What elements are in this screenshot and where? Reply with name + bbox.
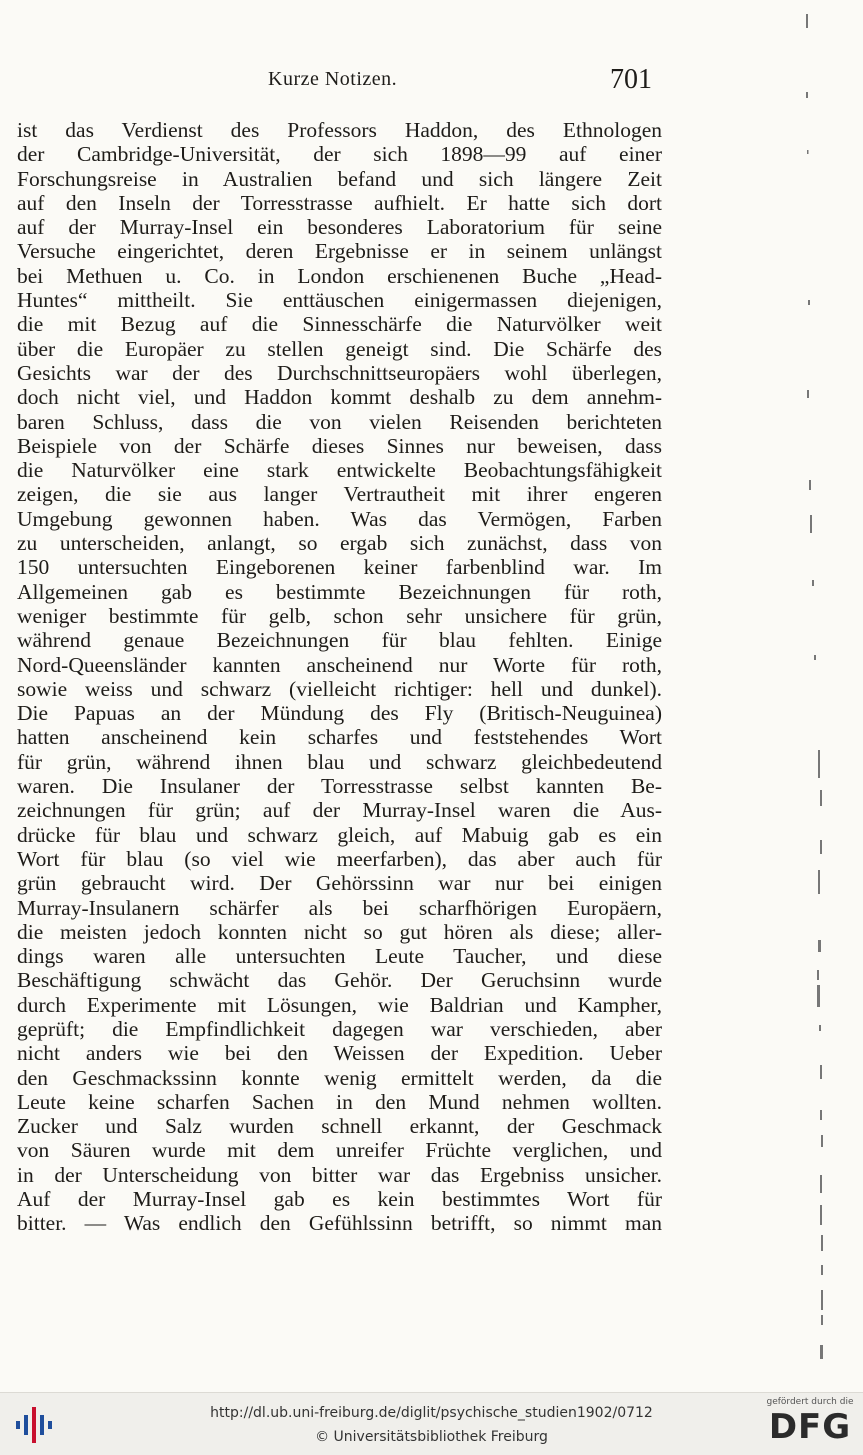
text-line: auf den Inseln der Torresstrasse aufhielt. Er hatte sich dort (17, 190, 662, 215)
text-line: Beschäftigung schwächt das Gehör. Der Geruchsinn wurde (17, 968, 662, 993)
text-line: weniger bestimmte für gelb, schon sehr unsichere für grün, (17, 603, 662, 628)
dfg-funding-badge (762, 1397, 858, 1453)
text-line: zu unterscheiden, anlangt, so ergab sich zunächst, dass von (17, 531, 662, 556)
running-header: Kurze Notizen. (268, 68, 398, 90)
dfg-logo: DFG (768, 1407, 852, 1447)
text-line: Allgemeinen gab es bestimmte Bezeichnungen für roth, (17, 579, 662, 604)
text-line: geprüft; die Empfindlichkeit dagegen war verschieden, aber (17, 1016, 662, 1041)
text-line: durch Experimente mit Lösungen, wie Baldrian und Kampher, (17, 992, 662, 1017)
copyright-notice: © Universitätsbibliothek Freiburg (315, 1429, 548, 1445)
body-text (17, 118, 662, 1236)
text-line: Murray-Insulanern schärfer als bei scharfhörigen Europäern, (17, 895, 662, 920)
text-line: Zucker und Salz wurden schnell erkannt, der Geschmack (17, 1114, 662, 1139)
text-line: nicht anders wie bei den Weissen der Expedition. Ueber (17, 1041, 662, 1066)
text-line: Versuche eingerichtet, deren Ergebnisse er in seinem unlängst (17, 239, 662, 264)
text-line: waren. Die Insulaner der Torresstrasse selbst kannten Be- (17, 774, 662, 799)
page-number: 701 (610, 64, 652, 95)
text-line: die Naturvölker eine stark entwickelte Beobachtungsfähigkeit (17, 458, 662, 483)
text-line: 150 untersuchten Eingeborenen keiner farbenblind war. Im (17, 555, 662, 580)
text-line: Auf der Murray-Insel gab es kein bestimmtes Wort für (17, 1187, 662, 1212)
text-line: Huntes“ mittheilt. Sie enttäuschen einigermassen diejenigen, (17, 288, 662, 313)
text-line: Beispiele von der Schärfe dieses Sinnes nur beweisen, dass (17, 433, 662, 458)
scan-edge-marks (800, 0, 840, 1392)
text-line: Forschungsreise in Australien befand und sich längere Zeit (17, 166, 662, 191)
permalink-url[interactable]: http://dl.ub.uni-freiburg.de/diglit/psychische_studien1902/0712 (210, 1405, 653, 1421)
library-footer (0, 1392, 863, 1455)
text-line: hatten anscheinend kein scharfes und feststehendes Wort (17, 725, 662, 750)
text-line: baren Schluss, dass die von vielen Reisenden berichteten (17, 409, 662, 434)
text-line: über die Europäer zu stellen geneigt sind. Die Schärfe des (17, 336, 662, 361)
text-line: drücke für blau und schwarz gleich, auf Mabuig gab es ein (17, 822, 662, 847)
text-line: Wort für blau (so viel wie meerfarben), das aber auch für (17, 846, 662, 871)
text-line: der Cambridge-Universität, der sich 1898—99 auf einer (17, 142, 662, 167)
text-line: von Säuren wurde mit dem unreifer Früchte verglichen, und (17, 1138, 662, 1163)
text-line: grün gebraucht wird. Der Gehörssinn war nur bei einigen (17, 871, 662, 896)
text-line: sowie weiss und schwarz (vielleicht richtiger: hell und dunkel). (17, 676, 662, 701)
text-line: ist das Verdienst des Professors Haddon, des Ethnologen (17, 118, 662, 142)
text-line: die mit Bezug auf die Sinnesschärfe die Naturvölker weit (17, 312, 662, 337)
text-line: in der Unterscheidung von bitter war das Ergebniss unsicher. (17, 1162, 662, 1187)
text-line: zeigen, die sie aus langer Vertrautheit mit ihrer engeren (17, 482, 662, 507)
text-line: Gesichts war der des Durchschnittseuropäers wohl überlegen, (17, 360, 662, 385)
text-line: doch nicht viel, und Haddon kommt deshalb zu dem annehm- (17, 385, 662, 410)
text-line: dings waren alle untersuchten Leute Taucher, und diese (17, 944, 662, 969)
text-line: während genaue Bezeichnungen für blau fehlten. Einige (17, 628, 662, 653)
text-line: Umgebung gewonnen haben. Was das Vermögen, Farben (17, 506, 662, 531)
text-line: zeichnungen für grün; auf der Murray-Insel waren die Aus- (17, 798, 662, 823)
text-line: die meisten jedoch konnten nicht so gut hören als diese; aller- (17, 919, 662, 944)
text-line: bei Methuen u. Co. in London erschienenen Buche „Head- (17, 263, 662, 288)
text-line: Nord-Queensländer kannten anscheinend nur Worte für roth, (17, 652, 662, 677)
text-line: auf der Murray-Insel ein besonderes Laboratorium für seine (17, 215, 662, 240)
dfg-caption: gefördert durch die (766, 1397, 854, 1407)
text-line: für grün, während ihnen blau und schwarz gleichbedeutend (17, 749, 662, 774)
text-line: bitter. — Was endlich den Gefühlssinn betrifft, so nimmt man (17, 1211, 662, 1236)
text-line: Leute keine scharfen Sachen in den Mund nehmen wollten. (17, 1089, 662, 1114)
text-line: den Geschmackssinn konnte wenig ermittelt werden, da die (17, 1065, 662, 1090)
text-line: Die Papuas an der Mündung des Fly (Britisch-Neuguinea) (17, 701, 662, 726)
